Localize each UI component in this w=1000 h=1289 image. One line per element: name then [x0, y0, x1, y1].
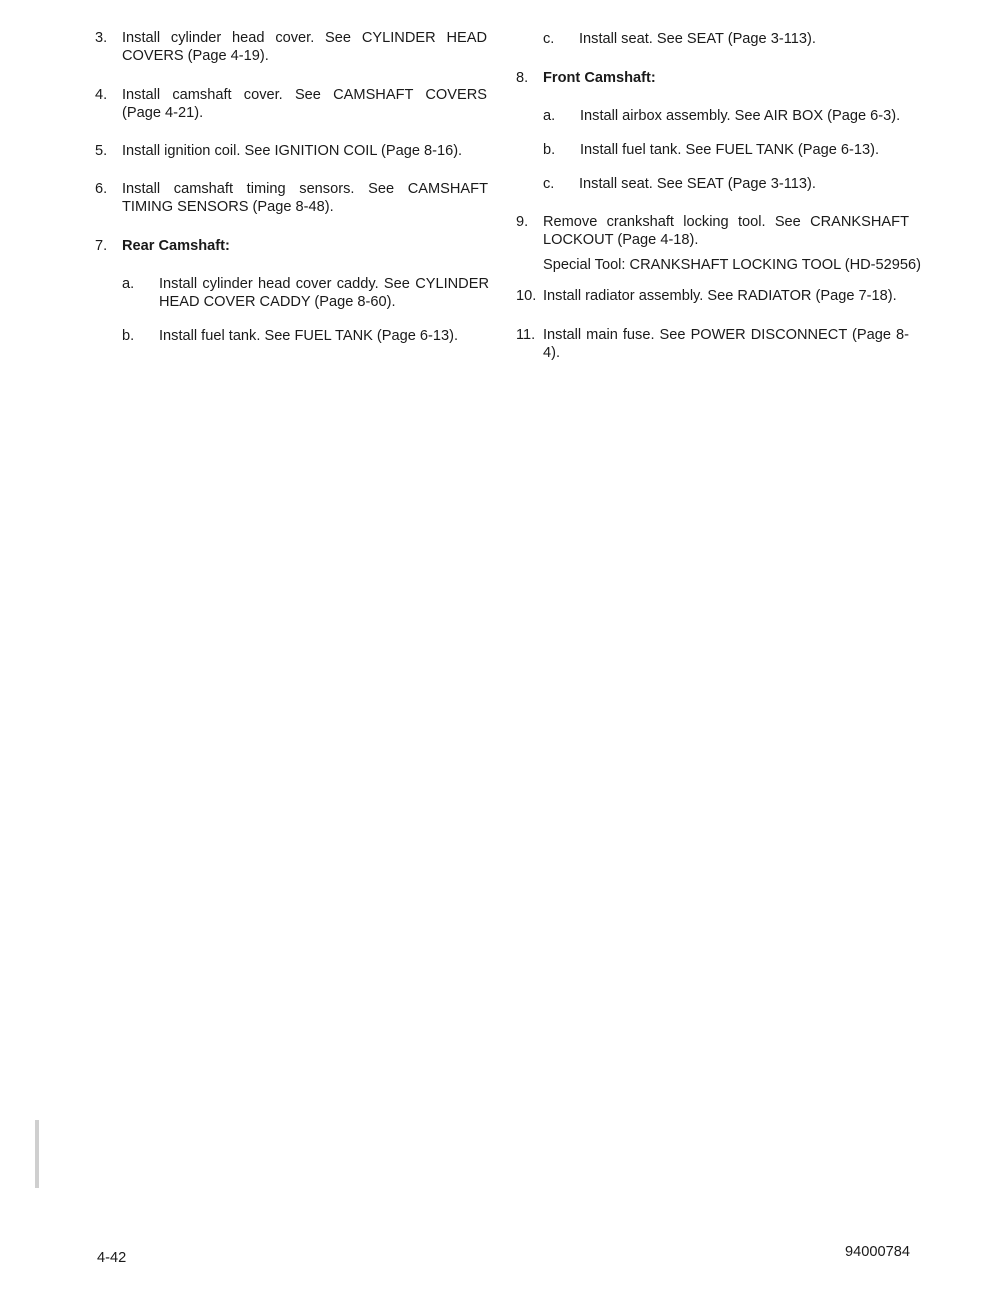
- substep-letter: a.: [543, 108, 556, 124]
- step-10: [516, 287, 913, 307]
- substep-text: Install cylinder head cover caddy. See CYLINDER HEAD COVER CADDY (Page 8-60).: [159, 276, 489, 310]
- step-number: 5.: [95, 143, 108, 159]
- step-number: 4.: [95, 87, 108, 103]
- substep-letter: c.: [543, 176, 555, 192]
- document-number: 94000784: [845, 1244, 910, 1260]
- page-number: 4-42: [97, 1250, 127, 1266]
- step-number: 9.: [516, 214, 529, 230]
- special-tool-note: Special Tool: CRANKSHAFT LOCKING TOOL (HD-52956): [543, 257, 921, 273]
- step-text: Remove crankshaft locking tool. See CRANKSHAFT LOCKOUT (Page 4-18).: [543, 214, 909, 248]
- substep-text: Install airbox assembly. See AIR BOX (Page 6-3).: [580, 108, 901, 124]
- step-4: [95, 86, 490, 126]
- step-text: Install ignition coil. See IGNITION COIL (Page 8-16).: [122, 143, 463, 159]
- step-8a: [543, 107, 913, 127]
- step-number: 7.: [95, 238, 108, 254]
- step-9: [516, 213, 913, 253]
- step-8b: [543, 141, 913, 161]
- revision-change-bar: [35, 1120, 39, 1188]
- step-7b: [122, 327, 490, 347]
- step-text: Install main fuse. See POWER DISCONNECT (Page 8-4).: [543, 327, 909, 361]
- step-3: [95, 29, 490, 69]
- substep-text: Install fuel tank. See FUEL TANK (Page 6-13).: [580, 142, 880, 158]
- substep-letter: b.: [122, 328, 135, 344]
- step-7c: [543, 30, 913, 50]
- substep-text: Install seat. See SEAT (Page 3-113).: [579, 31, 816, 47]
- step-text: Install radiator assembly. See RADIATOR (Page 7-18).: [543, 288, 897, 304]
- step-11: [516, 326, 913, 366]
- step-number: 11.: [516, 327, 536, 343]
- step-heading: Front Camshaft:: [543, 70, 656, 86]
- step-number: 10.: [516, 288, 537, 304]
- step-heading: Rear Camshaft:: [122, 238, 230, 254]
- step-text: Install cylinder head cover. See CYLINDER HEAD COVERS (Page 4-19).: [122, 30, 487, 64]
- step-text: Install camshaft cover. See CAMSHAFT COVERS (Page 4-21).: [122, 87, 487, 121]
- substep-text: Install fuel tank. See FUEL TANK (Page 6-13).: [159, 328, 459, 344]
- substep-letter: c.: [543, 31, 555, 47]
- step-5: [95, 142, 490, 162]
- step-8: [516, 69, 913, 89]
- step-7a: [122, 275, 490, 315]
- step-6: [95, 180, 490, 220]
- step-7: [95, 237, 490, 257]
- substep-text: Install seat. See SEAT (Page 3-113).: [579, 176, 816, 192]
- step-number: 8.: [516, 70, 529, 86]
- step-number: 6.: [95, 181, 108, 197]
- step-number: 3.: [95, 30, 108, 46]
- step-8c: [543, 175, 913, 195]
- substep-letter: a.: [122, 276, 135, 292]
- step-text: Install camshaft timing sensors. See CAMSHAFT TIMING SENSORS (Page 8-48).: [122, 181, 488, 215]
- substep-letter: b.: [543, 142, 556, 158]
